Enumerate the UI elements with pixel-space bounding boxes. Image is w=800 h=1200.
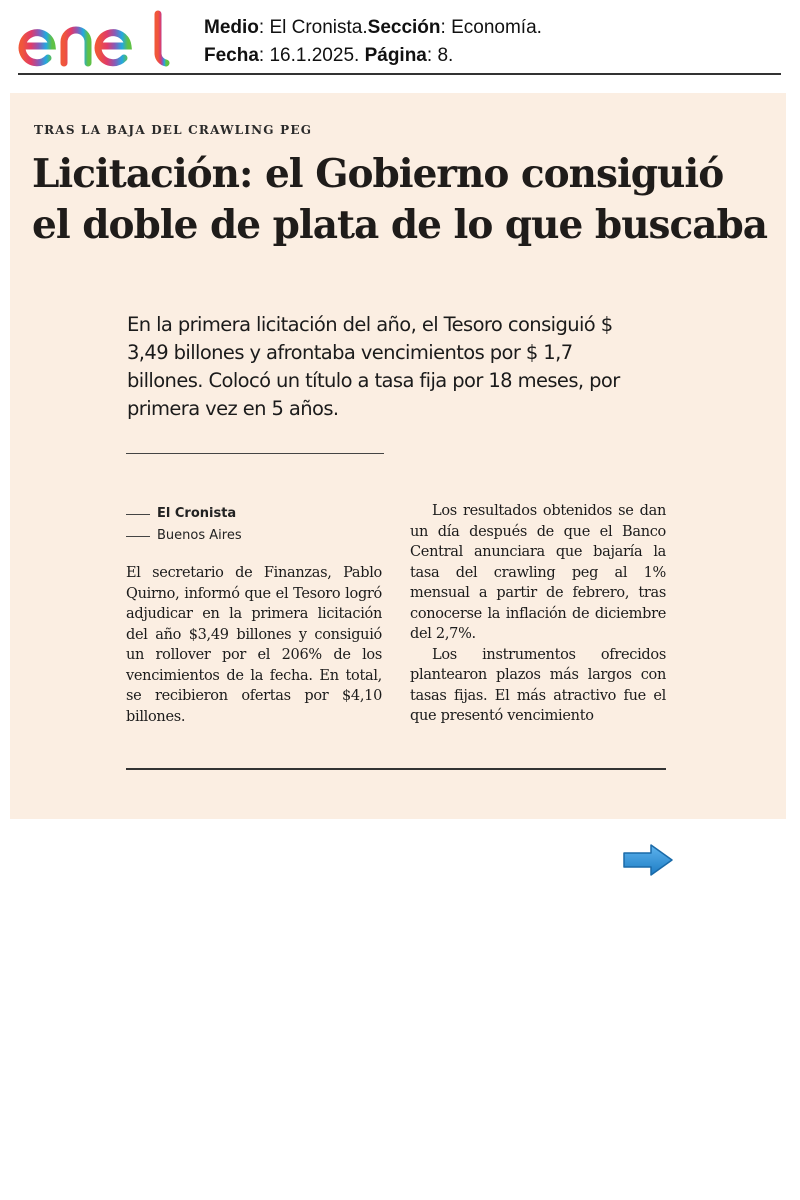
arrow-right-icon[interactable] <box>622 842 674 878</box>
column-2-paragraph-1: Los resultados obtenidos se dan un día después de que el Banco Central anunciara que bajaría la tasa del crawling peg al 1% mensual a partir de febrero, tras conocerse la inflación de diciembre del 2,7%. <box>410 503 666 642</box>
document-header <box>0 0 800 76</box>
article-bottom-divider <box>126 768 666 770</box>
pagina-value: 8. <box>437 45 454 66</box>
medio-value: El Cronista. <box>269 17 368 38</box>
fecha-value: 16.1.2025. <box>269 45 360 66</box>
enel-logo <box>18 8 170 68</box>
fecha-label: Fecha <box>204 45 259 66</box>
byline-outlet: El Cronista <box>157 506 237 521</box>
article-column-1 <box>126 563 382 727</box>
article-headline: Licitación: el Gobierno consiguió el doble de plata de lo que buscaba <box>32 151 768 248</box>
lede-divider <box>126 453 384 454</box>
column-2-paragraph-2: Los instrumentos ofrecidos plantearon plazos más largos con tasas fijas. El más atractivo fue el que presentó vencimiento <box>410 646 666 724</box>
column-1-paragraph: El secretario de Finanzas, Pablo Quirno, informó que el Tesoro logró adjudicar en la primera licitación del año $3,49 billones y consiguió un rollover por el 206% de los vencimientos de la fecha. En total, se recibieron ofertas por $4,10 billones. <box>126 565 382 725</box>
article-kicker: TRAS LA BAJA DEL CRAWLING PEG <box>34 123 313 137</box>
header-divider <box>18 73 781 75</box>
seccion-value: Economía. <box>451 17 542 38</box>
byline-dash <box>126 514 150 515</box>
article-byline <box>126 503 242 547</box>
article-column-2 <box>410 501 666 727</box>
article-lede: En la primera licitación del año, el Tesoro consiguió $ 3,49 billones y afrontaba vencimientos por $ 1,7 billones. Colocó un título a tasa fija por 18 meses, por primera vez en 5 años. <box>127 313 620 420</box>
medio-label: Medio <box>204 17 259 38</box>
newspaper-clipping <box>10 93 786 819</box>
byline-place: Buenos Aires <box>157 528 242 543</box>
pagina-label: Página <box>364 45 427 66</box>
seccion-label: Sección <box>367 17 441 38</box>
byline-dash <box>126 536 150 537</box>
document-metadata: Medio: El Cronista.Sección: Economía. Fecha: 16.1.2025. Página: 8. <box>204 17 542 66</box>
